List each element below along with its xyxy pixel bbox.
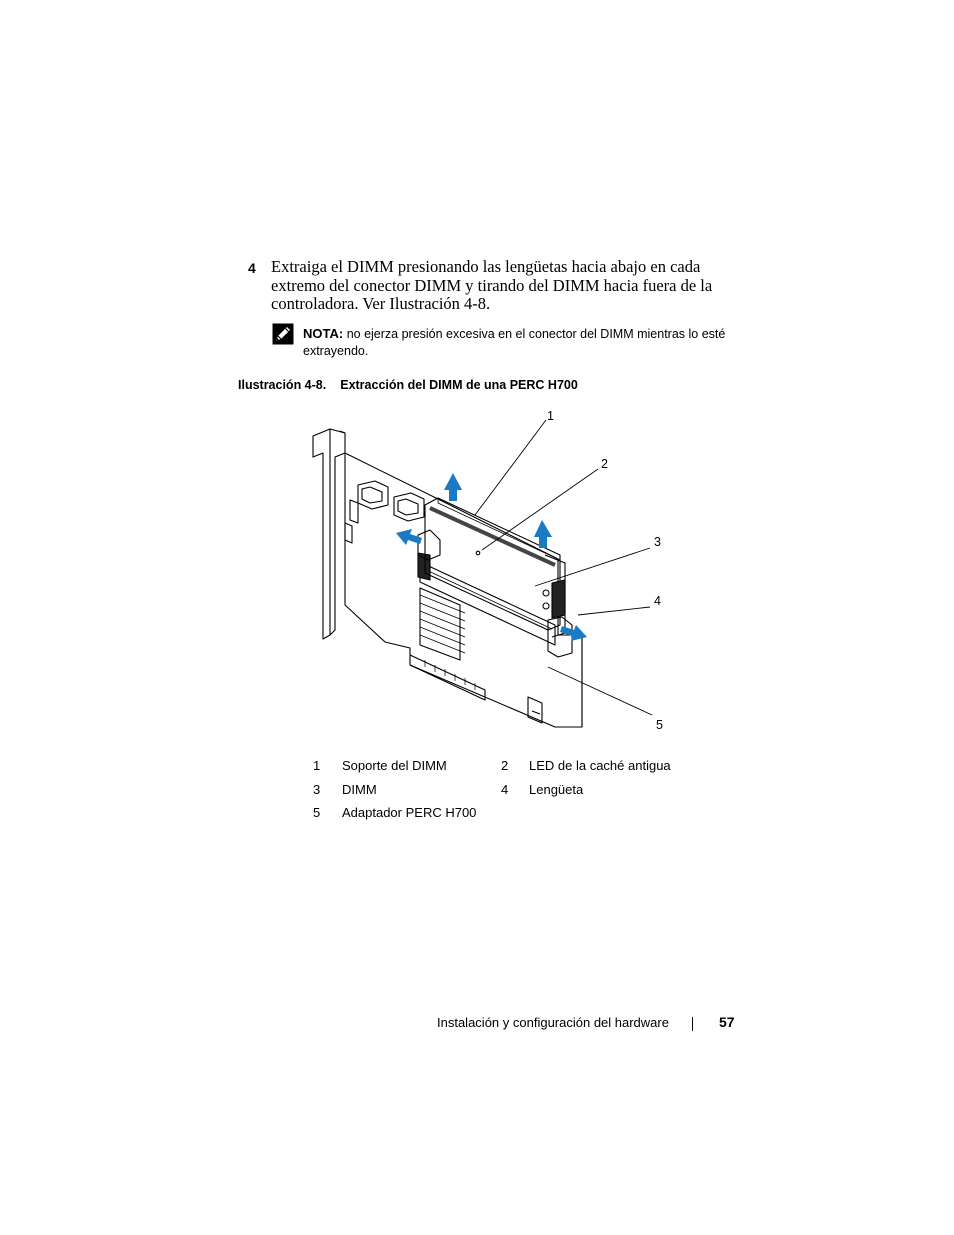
step-text: Extraiga el DIMM presionando las lengüetas hacia abajo en cada extremo del conector DIMM y tirando del DIMM hacia fuera de la controladora. Ver Ilustración 4-8. <box>271 257 713 313</box>
callout-5: 5 <box>656 718 663 732</box>
callout-1: 1 <box>547 409 554 423</box>
legend-label: Soporte del DIMM <box>342 758 447 773</box>
note-label: NOTA: <box>303 326 344 341</box>
arrow-right <box>560 625 587 641</box>
dimm-removal-illustration <box>290 405 680 750</box>
legend-label: DIMM <box>342 781 377 797</box>
legend-row <box>313 758 713 782</box>
legend-label: Lengüeta <box>529 781 584 797</box>
legend-number: 4 <box>501 781 509 797</box>
legend-row <box>313 782 713 806</box>
sas-connector-2 <box>394 493 424 521</box>
legend-row <box>313 805 713 829</box>
dimm-module <box>425 498 560 630</box>
figure-legend <box>313 758 713 829</box>
legend-number: 5 <box>313 805 321 820</box>
page-number: 57 <box>719 1014 735 1030</box>
legend-number: 1 <box>313 758 321 773</box>
legend-number: 2 <box>501 758 509 773</box>
footer-section-title: Instalación y configuración del hardware <box>437 1015 669 1030</box>
pencil-note-icon <box>272 323 294 345</box>
legend-number: 3 <box>313 781 321 797</box>
figure-number: Ilustración 4-8. <box>238 378 327 392</box>
figure-caption <box>238 378 578 392</box>
callout-4: 4 <box>654 594 661 608</box>
step-number: 4 <box>248 260 256 276</box>
sas-connector-1 <box>358 481 388 509</box>
callout-2: 2 <box>601 457 608 471</box>
footer-separator <box>692 1017 693 1031</box>
small-header-connector <box>528 697 542 723</box>
backup-cache-led <box>476 551 480 555</box>
perc-h700-drawing <box>290 405 680 750</box>
note-text <box>303 325 743 360</box>
callout-3: 3 <box>654 535 661 549</box>
legend-label: Adaptador PERC H700 <box>342 805 477 820</box>
heatsink <box>420 588 460 660</box>
pci-bracket <box>313 429 330 639</box>
note-body: no ejerza presión excesiva en el conector del DIMM mientras lo esté extrayendo. <box>303 327 726 358</box>
arrow-left <box>396 529 422 545</box>
figure-title: Extracción del DIMM de una PERC H700 <box>340 378 578 392</box>
legend-label: LED de la caché antigua <box>529 758 671 773</box>
arrow-up-left <box>444 473 462 501</box>
